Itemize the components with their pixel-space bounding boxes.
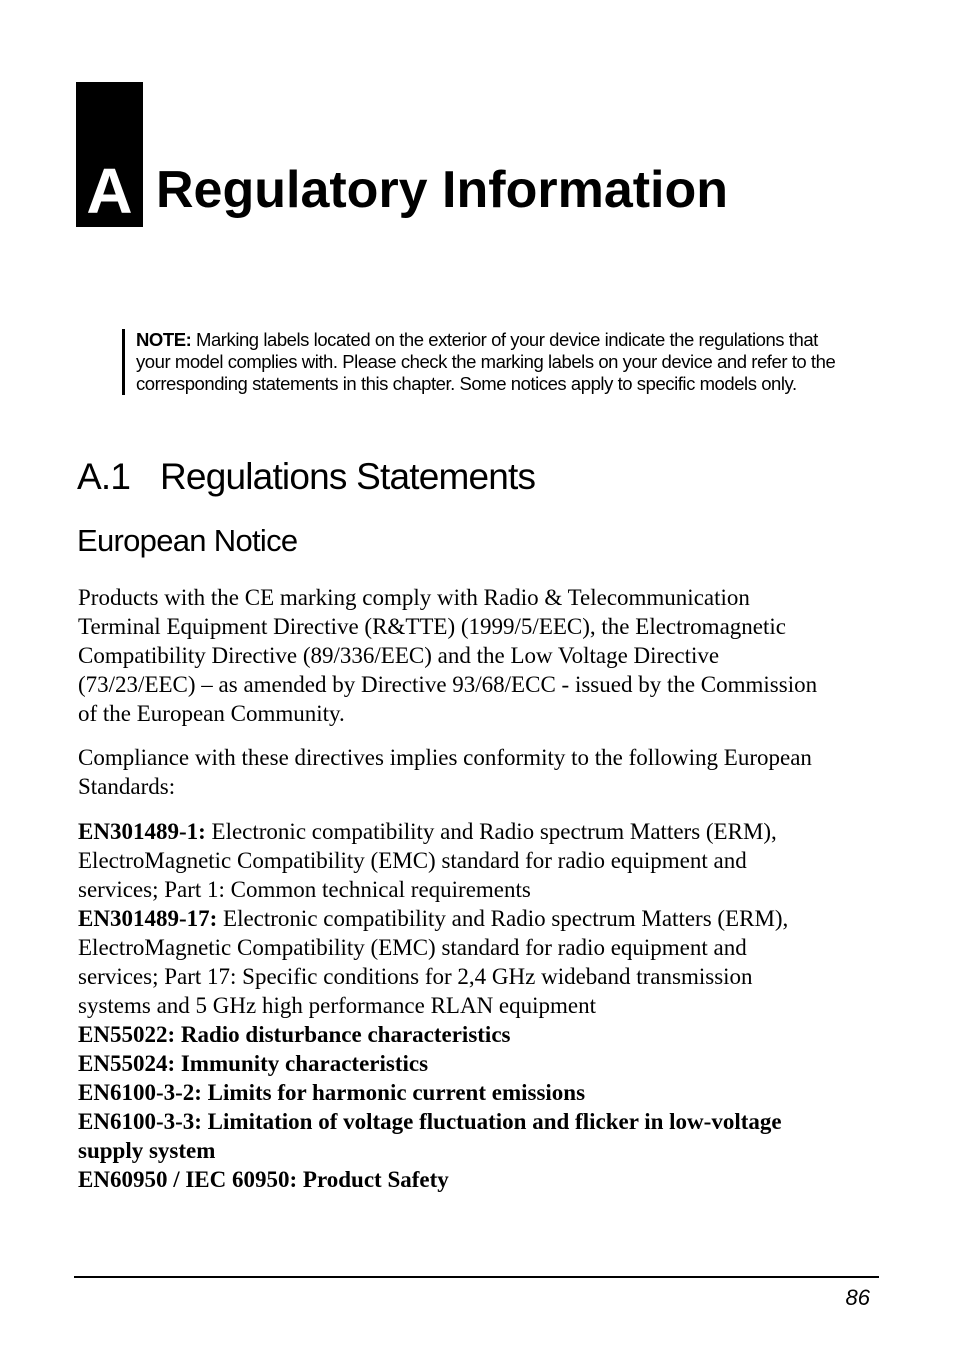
- section-heading: [77, 454, 535, 500]
- paragraph-line: Compatibility Directive (89/336/EEC) and the Low Voltage Directive: [78, 643, 720, 668]
- paragraph-line: Compliance with these directives implies conformity to the following European: [78, 745, 812, 770]
- standards-list: [78, 817, 898, 1194]
- standard-text: Electronic compatibility and Radio spectrum Matters (ERM),: [217, 906, 789, 931]
- standard-code: EN60950 / IEC 60950: Product Safety: [78, 1167, 449, 1192]
- standard-text: Electronic compatibility and Radio spectrum Matters (ERM),: [205, 819, 777, 844]
- standard-code: EN301489-17:: [78, 906, 218, 931]
- standard-code: supply system: [78, 1138, 216, 1163]
- standard-code: EN6100-3-2: Limits for harmonic current emissions: [78, 1080, 586, 1105]
- paragraph-ce-marking: [78, 583, 898, 728]
- standard-line: [78, 904, 898, 933]
- note-text: Marking labels located on the exterior of your device indicate the regulations that: [191, 329, 818, 350]
- standard-text: services; Part 1: Common technical requirements: [78, 877, 531, 902]
- chapter-title: Regulatory Information: [156, 161, 729, 219]
- paragraph-line: of the European Community.: [78, 701, 345, 726]
- standard-text: ElectroMagnetic Compatibility (EMC) standard for radio equipment and: [78, 848, 747, 873]
- standard-line: [78, 1020, 898, 1049]
- standard-code: EN55024: Immunity characteristics: [78, 1051, 429, 1076]
- standard-line: [78, 875, 898, 904]
- standard-code: EN301489-1:: [78, 819, 206, 844]
- subsection-heading: European Notice: [77, 523, 298, 558]
- standard-line: [78, 846, 898, 875]
- standard-line: [78, 1136, 898, 1165]
- note-label: NOTE:: [136, 329, 192, 350]
- standard-line: [78, 1049, 898, 1078]
- chapter-letter: A: [86, 155, 133, 227]
- section-title: Regulations Statements: [160, 456, 536, 497]
- standard-text: systems and 5 GHz high performance RLAN equipment: [78, 993, 597, 1018]
- note-line: your model complies with. Please check the marking labels on your device and refer to the: [136, 351, 836, 372]
- paragraph-compliance: [78, 743, 898, 801]
- note-line: corresponding statements in this chapter. Some notices apply to specific models only.: [136, 373, 797, 394]
- standard-code: EN6100-3-3: Limitation of voltage fluctuation and flicker in low-voltage: [78, 1109, 782, 1134]
- section-number: A.1: [77, 456, 131, 497]
- standard-line: [78, 1078, 898, 1107]
- standard-line: [78, 817, 898, 846]
- standard-code: EN55022: Radio disturbance characteristics: [78, 1022, 511, 1047]
- standard-line: [78, 1107, 898, 1136]
- standard-line: [78, 1165, 898, 1194]
- standard-text: services; Part 17: Specific conditions for 2,4 GHz wideband transmission: [78, 964, 753, 989]
- standard-line: [78, 991, 898, 1020]
- standard-text: ElectroMagnetic Compatibility (EMC) standard for radio equipment and: [78, 935, 747, 960]
- paragraph-line: Terminal Equipment Directive (R&TTE) (1999/5/EEC), the Electromagnetic: [78, 614, 786, 639]
- note-box: [122, 329, 896, 395]
- standard-line: [78, 933, 898, 962]
- chapter-letter-block: [76, 82, 143, 227]
- paragraph-line: Products with the CE marking comply with Radio & Telecommunication: [78, 585, 750, 610]
- page-number: 86: [845, 1285, 870, 1310]
- note-line: [136, 329, 896, 351]
- paragraph-line: (73/23/EEC) – as amended by Directive 93/68/ECC - issued by the Commission: [78, 672, 818, 697]
- footer-divider: [74, 1276, 879, 1278]
- standard-line: [78, 962, 898, 991]
- paragraph-line: Standards:: [78, 774, 176, 799]
